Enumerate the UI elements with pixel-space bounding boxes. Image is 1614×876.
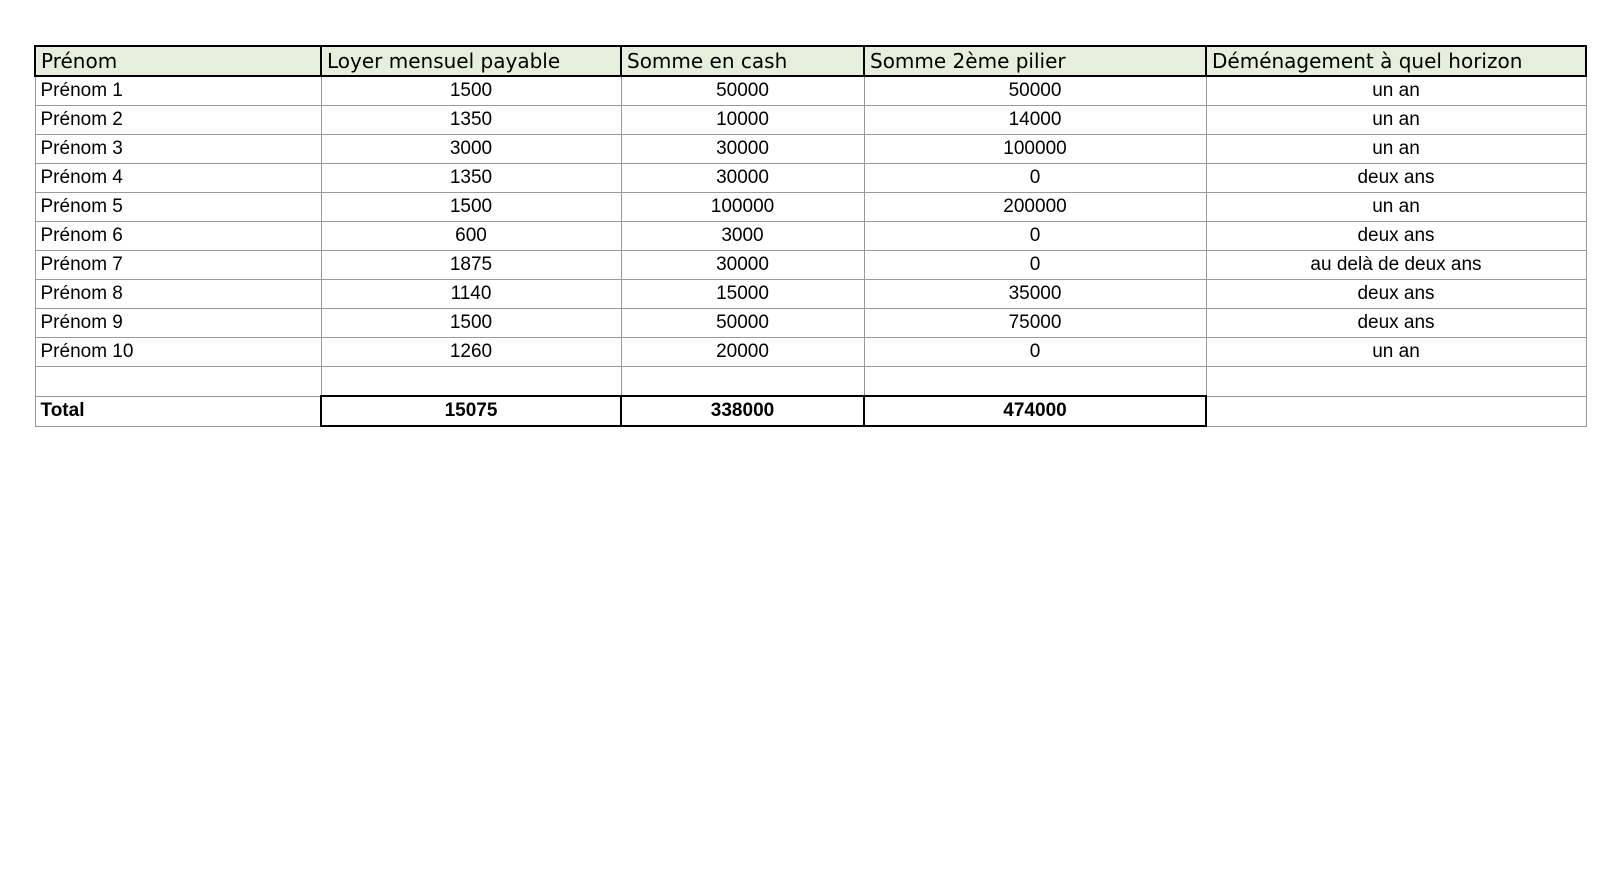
- cell-loyer[interactable]: 1350: [321, 164, 621, 193]
- total-loyer[interactable]: 15075: [321, 396, 621, 426]
- table-row: [35, 338, 1586, 367]
- cell-cash[interactable]: 30000: [621, 251, 864, 280]
- header-prenom[interactable]: Prénom: [35, 46, 321, 76]
- cell-cash[interactable]: 3000: [621, 222, 864, 251]
- data-table: [34, 45, 1587, 427]
- cell-prenom[interactable]: Prénom 8: [35, 280, 321, 309]
- cell-prenom[interactable]: Prénom 10: [35, 338, 321, 367]
- header-loyer[interactable]: Loyer mensuel payable: [321, 46, 621, 76]
- cell-loyer[interactable]: 1500: [321, 76, 621, 106]
- cell-loyer[interactable]: 1875: [321, 251, 621, 280]
- cell-pilier[interactable]: 0: [864, 222, 1206, 251]
- cell-cash[interactable]: 100000: [621, 193, 864, 222]
- cell-loyer[interactable]: 1500: [321, 193, 621, 222]
- cell-prenom[interactable]: Prénom 6: [35, 222, 321, 251]
- cell-horizon[interactable]: deux ans: [1206, 222, 1586, 251]
- table-row: [35, 222, 1586, 251]
- empty-cell[interactable]: [1206, 396, 1586, 426]
- cell-horizon[interactable]: deux ans: [1206, 164, 1586, 193]
- cell-loyer[interactable]: 3000: [321, 135, 621, 164]
- total-cash[interactable]: 338000: [621, 396, 864, 426]
- cell-pilier[interactable]: 35000: [864, 280, 1206, 309]
- cell-prenom[interactable]: Prénom 2: [35, 106, 321, 135]
- cell-pilier[interactable]: 0: [864, 164, 1206, 193]
- cell-prenom[interactable]: Prénom 1: [35, 76, 321, 106]
- cell-horizon[interactable]: deux ans: [1206, 309, 1586, 338]
- empty-cell[interactable]: [35, 367, 321, 397]
- header-row: [35, 46, 1586, 76]
- cell-cash[interactable]: 20000: [621, 338, 864, 367]
- cell-pilier[interactable]: 200000: [864, 193, 1206, 222]
- empty-cell[interactable]: [864, 367, 1206, 397]
- cell-pilier[interactable]: 14000: [864, 106, 1206, 135]
- header-cash[interactable]: Somme en cash: [621, 46, 864, 76]
- total-label[interactable]: Total: [35, 396, 321, 426]
- cell-cash[interactable]: 30000: [621, 135, 864, 164]
- cell-cash[interactable]: 50000: [621, 309, 864, 338]
- total-pilier[interactable]: 474000: [864, 396, 1206, 426]
- cell-cash[interactable]: 15000: [621, 280, 864, 309]
- cell-loyer[interactable]: 1140: [321, 280, 621, 309]
- cell-cash[interactable]: 50000: [621, 76, 864, 106]
- cell-prenom[interactable]: Prénom 9: [35, 309, 321, 338]
- cell-prenom[interactable]: Prénom 7: [35, 251, 321, 280]
- cell-horizon[interactable]: un an: [1206, 135, 1586, 164]
- table-row: [35, 193, 1586, 222]
- empty-cell[interactable]: [321, 367, 621, 397]
- table-row: [35, 106, 1586, 135]
- cell-pilier[interactable]: 50000: [864, 76, 1206, 106]
- table-row: [35, 76, 1586, 106]
- table-row: [35, 309, 1586, 338]
- cell-pilier[interactable]: 0: [864, 338, 1206, 367]
- cell-loyer[interactable]: 1350: [321, 106, 621, 135]
- cell-horizon[interactable]: un an: [1206, 338, 1586, 367]
- cell-horizon[interactable]: au delà de deux ans: [1206, 251, 1586, 280]
- cell-horizon[interactable]: un an: [1206, 193, 1586, 222]
- cell-pilier[interactable]: 0: [864, 251, 1206, 280]
- cell-horizon[interactable]: deux ans: [1206, 280, 1586, 309]
- cell-loyer[interactable]: 1500: [321, 309, 621, 338]
- cell-prenom[interactable]: Prénom 5: [35, 193, 321, 222]
- cell-loyer[interactable]: 600: [321, 222, 621, 251]
- cell-horizon[interactable]: un an: [1206, 76, 1586, 106]
- cell-prenom[interactable]: Prénom 3: [35, 135, 321, 164]
- table-row: [35, 280, 1586, 309]
- cell-loyer[interactable]: 1260: [321, 338, 621, 367]
- cell-prenom[interactable]: Prénom 4: [35, 164, 321, 193]
- table-row: [35, 135, 1586, 164]
- empty-row: [35, 367, 1586, 397]
- header-pilier[interactable]: Somme 2ème pilier: [864, 46, 1206, 76]
- cell-pilier[interactable]: 75000: [864, 309, 1206, 338]
- cell-cash[interactable]: 30000: [621, 164, 864, 193]
- cell-horizon[interactable]: un an: [1206, 106, 1586, 135]
- empty-cell[interactable]: [621, 367, 864, 397]
- table-row: [35, 251, 1586, 280]
- table-row: [35, 164, 1586, 193]
- cell-cash[interactable]: 10000: [621, 106, 864, 135]
- header-horizon[interactable]: Déménagement à quel horizon: [1206, 46, 1586, 76]
- total-row: [35, 396, 1586, 426]
- cell-pilier[interactable]: 100000: [864, 135, 1206, 164]
- empty-cell[interactable]: [1206, 367, 1586, 397]
